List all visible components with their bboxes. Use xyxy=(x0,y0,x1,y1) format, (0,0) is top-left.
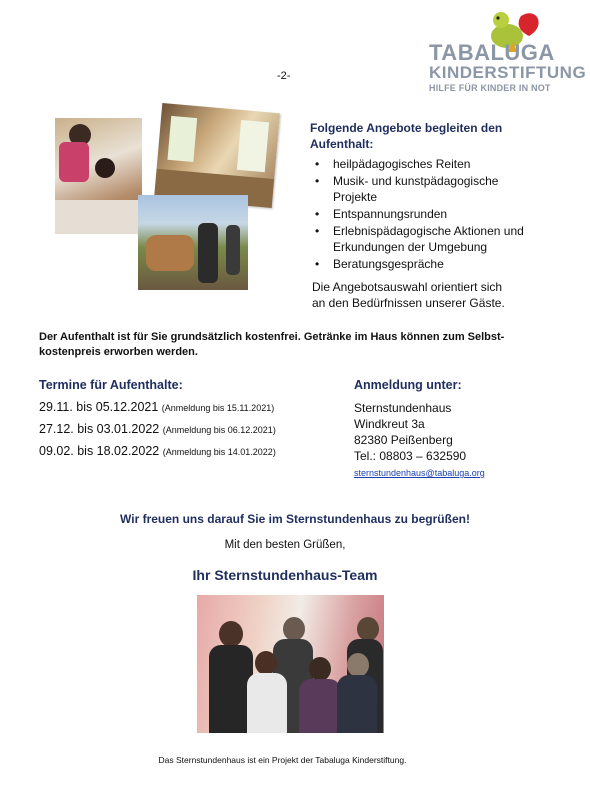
logo-word-tabaluga: TABALUGA xyxy=(429,40,555,65)
date-row xyxy=(39,400,339,422)
offer-item: • heilpädagogisches Reiten xyxy=(313,156,528,172)
offers-heading: Folgende Angebote begleiten den Aufenthalt: xyxy=(310,121,503,151)
date-deadline: (Anmeldung bis 15.11.2021) xyxy=(161,403,275,413)
offer-item: • Musik- und kunstpädagogische Projekte xyxy=(313,173,528,205)
registration-name: Sternstundenhaus xyxy=(354,401,452,415)
date-row xyxy=(39,444,339,466)
photo-children-crafting xyxy=(55,118,142,234)
page-number: -2- xyxy=(277,70,291,82)
team-signature: Ihr Sternstundenhaus-Team xyxy=(192,567,378,583)
tabaluga-logo xyxy=(405,2,590,120)
dates-heading: Termine für Aufenthalte: xyxy=(39,378,183,392)
offers-list xyxy=(313,156,528,273)
photo-room-interior xyxy=(154,103,280,208)
registration-address xyxy=(354,400,485,481)
date-deadline: (Anmeldung bis 06.12.2021) xyxy=(162,425,276,435)
registration-heading: Anmeldung unter: xyxy=(354,378,462,392)
offers-note: Die Angebotsauswahl orientiert sich an den Bedürfnissen unserer Gäste. xyxy=(312,280,505,310)
photo-team xyxy=(197,595,384,733)
cost-note: Der Aufenthalt ist für Sie grundsätzlich kostenfrei. Getränke im Haus können zum Selbst-kostenpreis erworben werden. xyxy=(39,331,505,358)
registration-phone: Tel.: 08803 – 632590 xyxy=(354,449,467,463)
date-row xyxy=(39,422,339,444)
date-range: 09.02. bis 18.02.2022 xyxy=(39,444,160,458)
welcome-text: Wir freuen uns darauf Sie im Sternstundenhaus zu begrüßen! xyxy=(120,512,470,526)
logo-tagline: HILFE FÜR KINDER IN NOT xyxy=(429,83,551,93)
offer-item: • Entspannungsrunden xyxy=(313,206,528,222)
date-range: 27.12. bis 03.01.2022 xyxy=(39,422,160,436)
footer-text: Das Sternstundenhaus ist ein Projekt der Tabaluga Kinderstiftung. xyxy=(158,755,407,765)
photo-horse-riding xyxy=(138,195,248,290)
date-range: 29.11. bis 05.12.2021 xyxy=(39,400,159,414)
greeting-text: Mit den besten Grüßen, xyxy=(224,539,346,551)
registration-city: 82380 Peißenberg xyxy=(354,433,453,447)
date-deadline: (Anmeldung bis 14.01.2022) xyxy=(162,447,276,457)
registration-street: Windkreut 3a xyxy=(354,417,425,431)
offer-item: • Beratungsgespräche xyxy=(313,256,528,272)
offer-item: • Erlebnispädagogische Aktionen und Erkundungen der Umgebung xyxy=(313,223,528,255)
registration-email-link[interactable]: sternstundenhaus@tabaluga.org xyxy=(354,468,485,478)
dates-list xyxy=(39,400,339,466)
logo-word-kinderstiftung: KINDERSTIFTUNG xyxy=(429,63,587,82)
